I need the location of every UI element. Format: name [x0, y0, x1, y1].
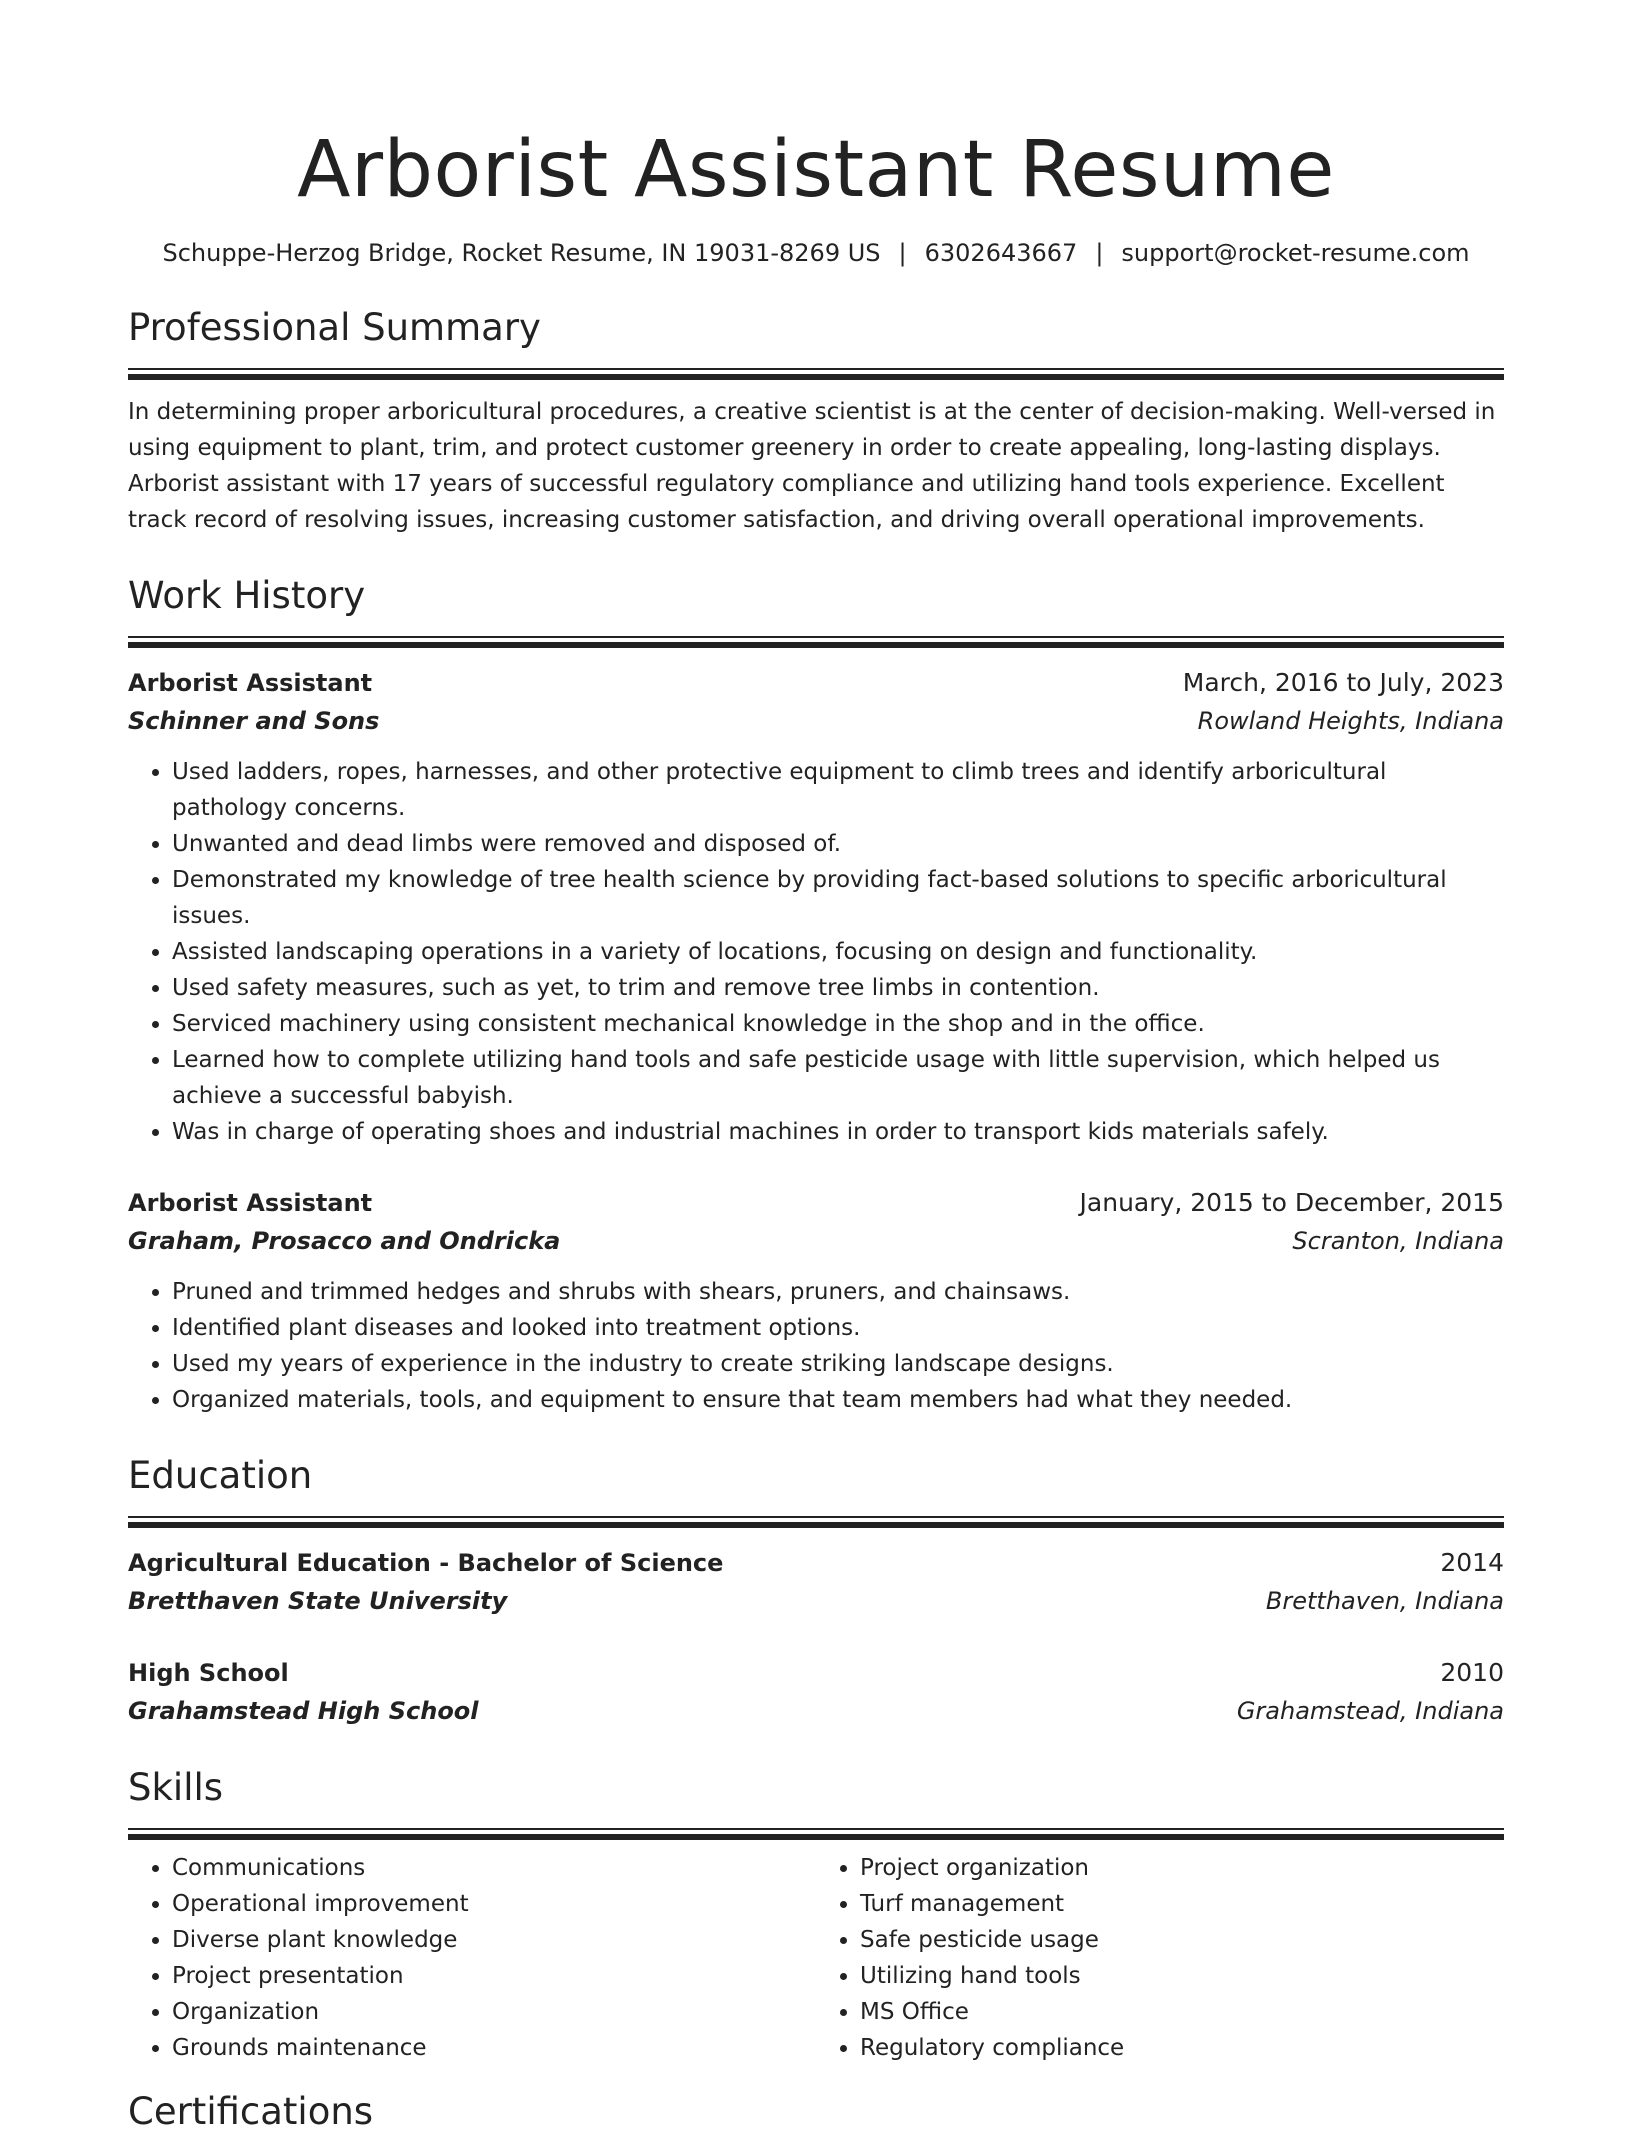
section-divider [128, 636, 1504, 648]
school: Bretthaven State University [128, 1587, 508, 1615]
skill-item: • Communications [172, 1850, 816, 1886]
year: 2014 [1440, 1548, 1504, 1577]
list-item: • Used my years of experience in the industry to create striking landscape designs. [172, 1346, 1504, 1382]
section-divider [128, 1828, 1504, 1840]
skill-item: • Regulatory compliance [860, 2030, 1504, 2066]
list-item: • Pruned and trimmed hedges and shrubs with shears, pruners, and chainsaws. [172, 1274, 1504, 1310]
page-title: Arborist Assistant Resume [297, 125, 1335, 215]
job-title: Arborist Assistant [128, 1189, 373, 1217]
contact-line [128, 236, 1504, 270]
summary-text: In determining proper arboricultural procedures, a creative scientist is at the center of decision-making. Well-versed in using equipment to plant, trim, and protect customer greenery in order to create appealing, long-lasting displays. Arborist assistant with 17 years of successful regulatory compliance and utilizing hand tools experience. Excellent track record of resolving issues, increasing customer satisfaction, and driving overall operational improvements. [128, 399, 1496, 533]
list-item: • Organized materials, tools, and equipment to ensure that team members had what they needed. [172, 1382, 1504, 1418]
job-location: Rowland Heights, Indiana [1197, 707, 1504, 735]
skill-item: • Organization [172, 1994, 816, 2030]
section-divider [128, 1516, 1504, 1528]
job-dates: January, 2015 to December, 2015 [1079, 1188, 1504, 1217]
skill-item: • Safe pesticide usage [860, 1922, 1504, 1958]
list-item: • Serviced machinery using consistent mechanical knowledge in the shop and in the office. [172, 1006, 1504, 1042]
list-item: • Learned how to complete utilizing hand tools and safe pesticide usage with little supervision, which helped us achieve a successful babyish. [172, 1042, 1504, 1114]
section-divider [128, 368, 1504, 380]
list-item: • Was in charge of operating shoes and industrial machines in order to transport kids materials safely. [172, 1114, 1504, 1150]
list-item: • Demonstrated my knowledge of tree health science by providing fact-based solutions to specific arboricultural issues. [172, 862, 1504, 934]
education-entry [128, 1654, 1504, 1730]
skill-item: • Diverse plant knowledge [172, 1922, 816, 1958]
job-title: Arborist Assistant [128, 669, 373, 697]
skill-item: • Operational improvement [172, 1886, 816, 1922]
skill-item: • Project organization [860, 1850, 1504, 1886]
degree: Agricultural Education - Bachelor of Science [128, 1549, 724, 1577]
job-duties-list [128, 1274, 1504, 1418]
list-item: • Assisted landscaping operations in a variety of locations, focusing on design and functionality. [172, 934, 1504, 970]
address: Schuppe-Herzog Bridge, Rocket Resume, IN 19031-8269 US [162, 239, 881, 267]
skill-item: • MS Office [860, 1994, 1504, 2030]
job-duties-list [128, 754, 1504, 1150]
skill-item: • Grounds maintenance [172, 2030, 816, 2066]
job-entry [128, 664, 1504, 1150]
year: 2010 [1440, 1658, 1504, 1687]
school-location: Bretthaven, Indiana [1265, 1587, 1504, 1615]
job-entry [128, 1184, 1504, 1418]
education-entry [128, 1544, 1504, 1620]
skill-item: • Project presentation [172, 1958, 816, 1994]
skill-item: • Turf management [860, 1886, 1504, 1922]
list-item: • Used safety measures, such as yet, to trim and remove tree limbs in contention. [172, 970, 1504, 1006]
phone: 6302643667 [924, 239, 1078, 267]
list-item: • Identified plant diseases and looked into treatment options. [172, 1310, 1504, 1346]
job-company: Schinner and Sons [128, 707, 380, 735]
job-location: Scranton, Indiana [1292, 1227, 1504, 1255]
list-item: • Used ladders, ropes, harnesses, and other protective equipment to climb trees and identify arboricultural pathology concerns. [172, 754, 1504, 826]
skills-list [128, 1850, 1504, 2066]
job-company: Graham, Prosacco and Ondricka [128, 1227, 561, 1255]
degree: High School [128, 1659, 289, 1687]
school: Grahamstead High School [128, 1697, 479, 1725]
separator: | [1095, 239, 1104, 267]
section-heading-certifications: Certifications [128, 2090, 374, 2133]
school-location: Grahamstead, Indiana [1236, 1697, 1504, 1725]
section-heading-skills: Skills [128, 1766, 224, 1809]
email-link[interactable]: support@rocket-resume.com [1121, 239, 1470, 267]
section-heading-summary: Professional Summary [128, 306, 541, 349]
job-dates: March, 2016 to July, 2023 [1182, 668, 1504, 697]
section-heading-education: Education [128, 1454, 313, 1497]
resume-page [128, 0, 1504, 2136]
skill-item: • Utilizing hand tools [860, 1958, 1504, 1994]
section-heading-work: Work History [128, 574, 366, 617]
separator: | [898, 239, 907, 267]
list-item: • Unwanted and dead limbs were removed and disposed of. [172, 826, 1504, 862]
